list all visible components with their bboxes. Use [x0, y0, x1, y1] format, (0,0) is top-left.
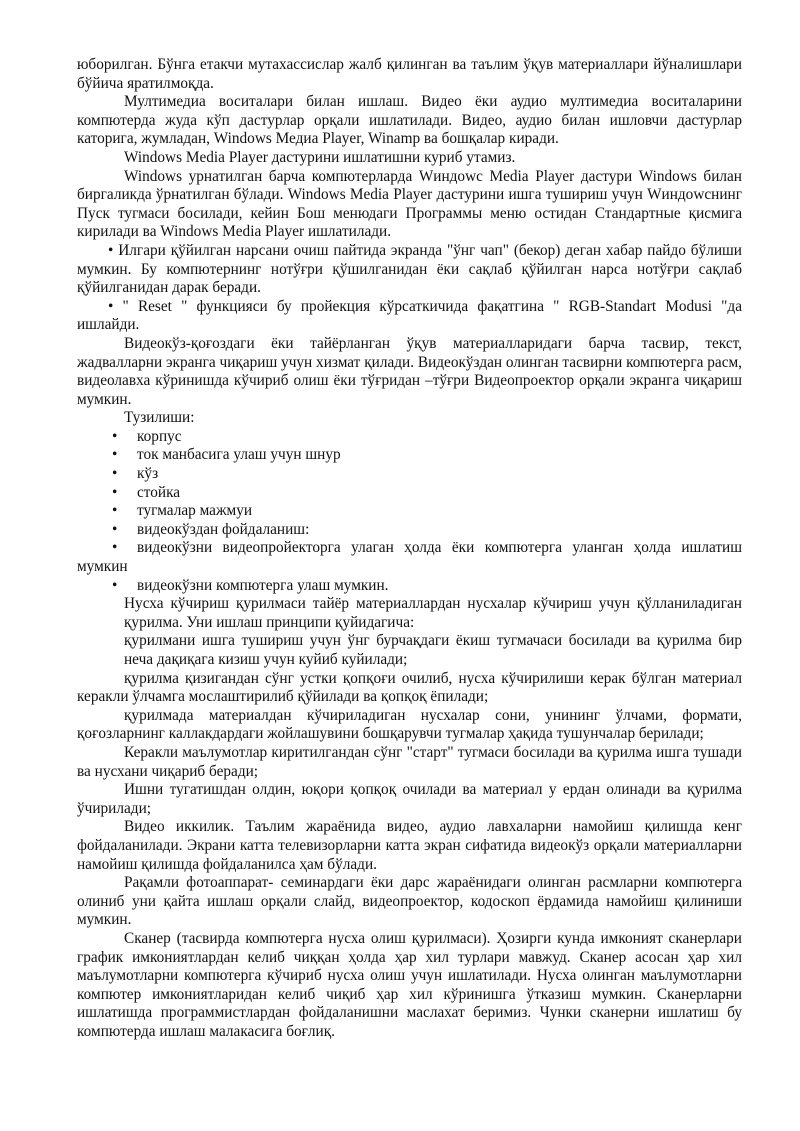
paragraph: Сканер (тасвирда компютерга нусха олиш қурилмаси). Ҳозирги кунда имконият сканерлари график имкониятлардан келиб чиққан ҳолда ҳар хил турлари мавжуд. Сканер асосан ҳар хил маълумотларни компютерга кўчириб нусха олиш учун ишлатилади. Нусха олинган маълумотларни компютер имкониятларидан келиб чиқиб ҳар хил кўринишга ўтказиш мумкин. Сканерларни ишлатишда программистлардан фойдаланишни маслахат беримиз. Чунки сканерни ишлатиш бу компютерда ишлаш малакасига боғлиқ. [77, 929, 742, 1040]
bullet-paragraph: • Илгари қўйилган нарсани очиш пайтида экранда "ўнг чап" (бекор) деган хабар пайдо бўлиши мумкин. Бу компютернинг нотўғри қўшилганидан ёки сақлаб қўйилган нарса нотўғри сақлаб қўйилганидан дарак беради. [77, 241, 742, 297]
paragraph: Керакли маълумотлар киритилгандан сўнг "старт" тугмаси босилади ва қурилма ишга тушади ва нусхани чиқариб беради; [77, 743, 742, 780]
list-item: • видеокўздан фойдаланиш: [112, 520, 310, 538]
paragraph: Тузилиши: [124, 409, 195, 427]
paragraph: қурилмани ишга тушириш учун ўнг бурчақдаги ёкиш тугмачаси босилади ва қурилма бир неча дақиқага кизиш учун куйиб куйилади; [124, 632, 742, 668]
bullet-icon: • [112, 520, 118, 538]
paragraph: Мултимедиа воситалари билан ишлаш. Видео ёки аудио мултимедиа воситаларини компютерда жуда кўп дастурлар орқали ишлатилади. Видео, аудио билан ишловчи дастурлар каторига, жумладан, Windows Медиа Player, Winamp ва бошқалар киради. [77, 93, 742, 148]
paragraph: Видеокўз-қоғоздаги ёки тайёрланган ўқув материалларидаги барча тасвир, текст, жадвалларни экранга чиқариш учун хизмат қилади. Видеокўздан олинган тасвирни компютерга расм, видеолавха кўринишда кўчириб олиш ёки тўғридан –тўғри Видеопроектор орқали экранга чиқариш мумкин. [77, 334, 742, 408]
bullet-icon: • [112, 576, 118, 594]
bullet-paragraph: • видеокўзни видеопройекторга улаган ҳолда ёки компютерга уланган ҳолда ишлатиш мумкин [77, 539, 742, 576]
paragraph: қурилма қизигандан сўнг устки қопқоғи очилиб, нусха кўчирилиши керак бўлган материал керакли ўлчамга мослаштирилиб қўйилади ва қопқоқ ёпилади; [77, 669, 742, 706]
bullet-list [77, 577, 742, 596]
bullet-icon: • [112, 539, 118, 557]
paragraph: Рақамли фотоаппарат- семинардаги ёки дарс жараёнидаги олинган расмларни компютерга олиниб уни қайта ишлаш орқали слайд, видеопроектор, кодоскоп ёрдамида намойиш қилиниши мумкин. [77, 874, 742, 929]
list-item: • корпус [112, 427, 182, 445]
bullet-icon: • [112, 483, 118, 501]
indented-block [77, 595, 742, 669]
bullet-icon: • [112, 427, 118, 445]
paragraph: юборилган. Бўнга етакчи мутахассислар жалб қилинган ва таълим ўқув материаллари йўналишлари бўйича яратилмоқда. [77, 56, 742, 92]
paragraph: қурилмада материалдан кўчириладиган нусхалар сони, унининг ўлчами, формати, қоғозларнинг каллакдардаги жойлашувини бошқарувчи тугмалар ҳақида тушунчалар берилади; [77, 706, 742, 743]
bullet-list [77, 428, 742, 540]
paragraph: Windows урнатилган барча компютерларда Wиндоwс Media Player дастури Windows билан биргаликда ўрнатилган бўлади. Windows Media Player дастурини ишга тушириш учун Wиндоwснинг Пуск тугмаси босилади, кейин Бош менюдаги Программы меню остидан Стандартные қисмига кирилади ва Windows Media Player ишлатилади. [77, 167, 742, 241]
bullet-icon: • [112, 446, 118, 464]
paragraph: Ишни тугатишдан олдин, юқори қопқоқ очилади ва материал у ердан олинади ва қурилма ўчирилади; [77, 781, 742, 817]
bullet-icon: • [112, 465, 118, 483]
paragraph: Нусха кўчириш қурилмаси тайёр материаллардан нусхалар кўчириш учун қўлланиладиган қурилма. Уни ишлаш принципи қуйидагича: [124, 595, 742, 631]
list-item: • видеокўзни компютерга улаш мумкин. [112, 576, 389, 594]
list-item: • ток манбасига улаш учун шнур [112, 446, 341, 464]
list-item: • кўз [112, 465, 159, 483]
paragraph: Видео иккилик. Таълим жараёнида видео, аудио лавхаларни намойиш қилишда кенг фойдаланилади. Экрани катта телевизорларни катта экран сифатида видеокўз орқали материалларни намойиш қилишда фойдаланилса ҳам бўлади. [77, 818, 742, 873]
paragraph: Windows Media Player дастурини ишлатишни куриб утамиз. [124, 148, 516, 166]
bullet-icon: • [108, 241, 119, 259]
bullet-icon: • [108, 297, 123, 315]
bullet-icon: • [112, 502, 118, 520]
bullet-paragraph: • " Reset " функцияси бу пройекция кўрсаткичида фақатгина " RGB-Standart Modusi "да ишлайди. [77, 297, 742, 334]
list-item: • тугмалар мажмуи [112, 502, 253, 520]
list-item: • стойка [112, 483, 181, 501]
